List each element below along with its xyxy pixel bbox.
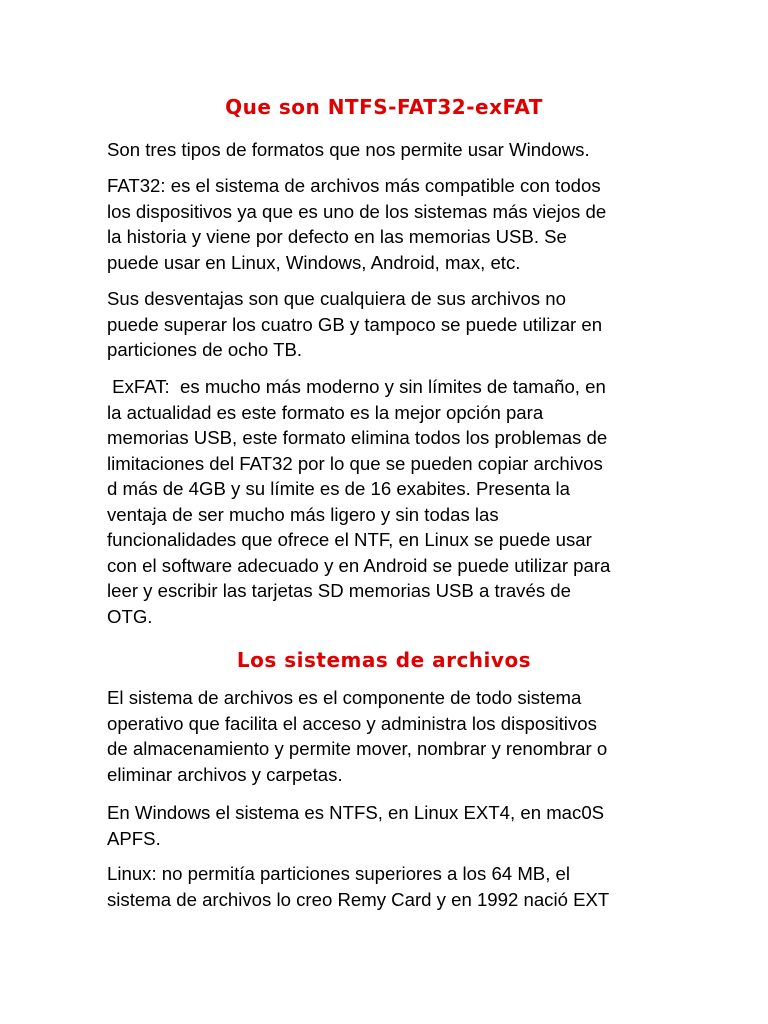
paragraph-exfat: ExFAT: es mucho más moderno y sin límites de tamaño, en la actualidad es este formato es la mejor opción para memorias USB, este formato elimina todos los problemas de limitaciones del FAT32 por lo que se pueden copiar archivos d más de 4GB y su límite es de 16 exabites. Presenta la ventaja de ser mucho más ligero y sin todas las funcionalidades que ofrece el NTF, en Linux se puede usar con el software adecuado y en Android se puede utilizar para leer y escribir las tarjetas SD memorias USB a través de OTG. (107, 376, 611, 627)
paragraph-linux-history: Linux: no permitía particiones superiores a los 64 MB, el sistema de archivos lo creo Remy Card y en 1992 nació EXT (107, 863, 610, 910)
paragraph-fat32: FAT32: es el sistema de archivos más compatible con todos los dispositivos ya que es uno de los sistemas más viejos de la historia y viene por defecto en las memorias USB. Se puede usar en Linux, Windows, Android, max, etc. (107, 175, 607, 273)
heading-ntfs-fat32-exfat: Que son NTFS-FAT32-exFAT (225, 95, 543, 119)
paragraph-fat32-disadvantages: Sus desventajas son que cualquiera de sus archivos no puede superar los cuatro GB y tampoco se puede utilizar en particiones de ocho TB. (107, 288, 603, 360)
heading-sistemas-de-archivos: Los sistemas de archivos (236, 648, 532, 672)
paragraph-os-file-systems: En Windows el sistema es NTFS, en Linux EXT4, en mac0S APFS. (107, 802, 605, 849)
paragraph-file-system-definition: El sistema de archivos es el componente de todo sistema operativo que facilita el acceso y administra los dispositivos de almacenamiento y permite mover, nombrar y renombrar o eliminar archivos y carpetas. (107, 687, 608, 785)
paragraph-intro: Son tres tipos de formatos que nos permite usar Windows. (107, 139, 590, 160)
